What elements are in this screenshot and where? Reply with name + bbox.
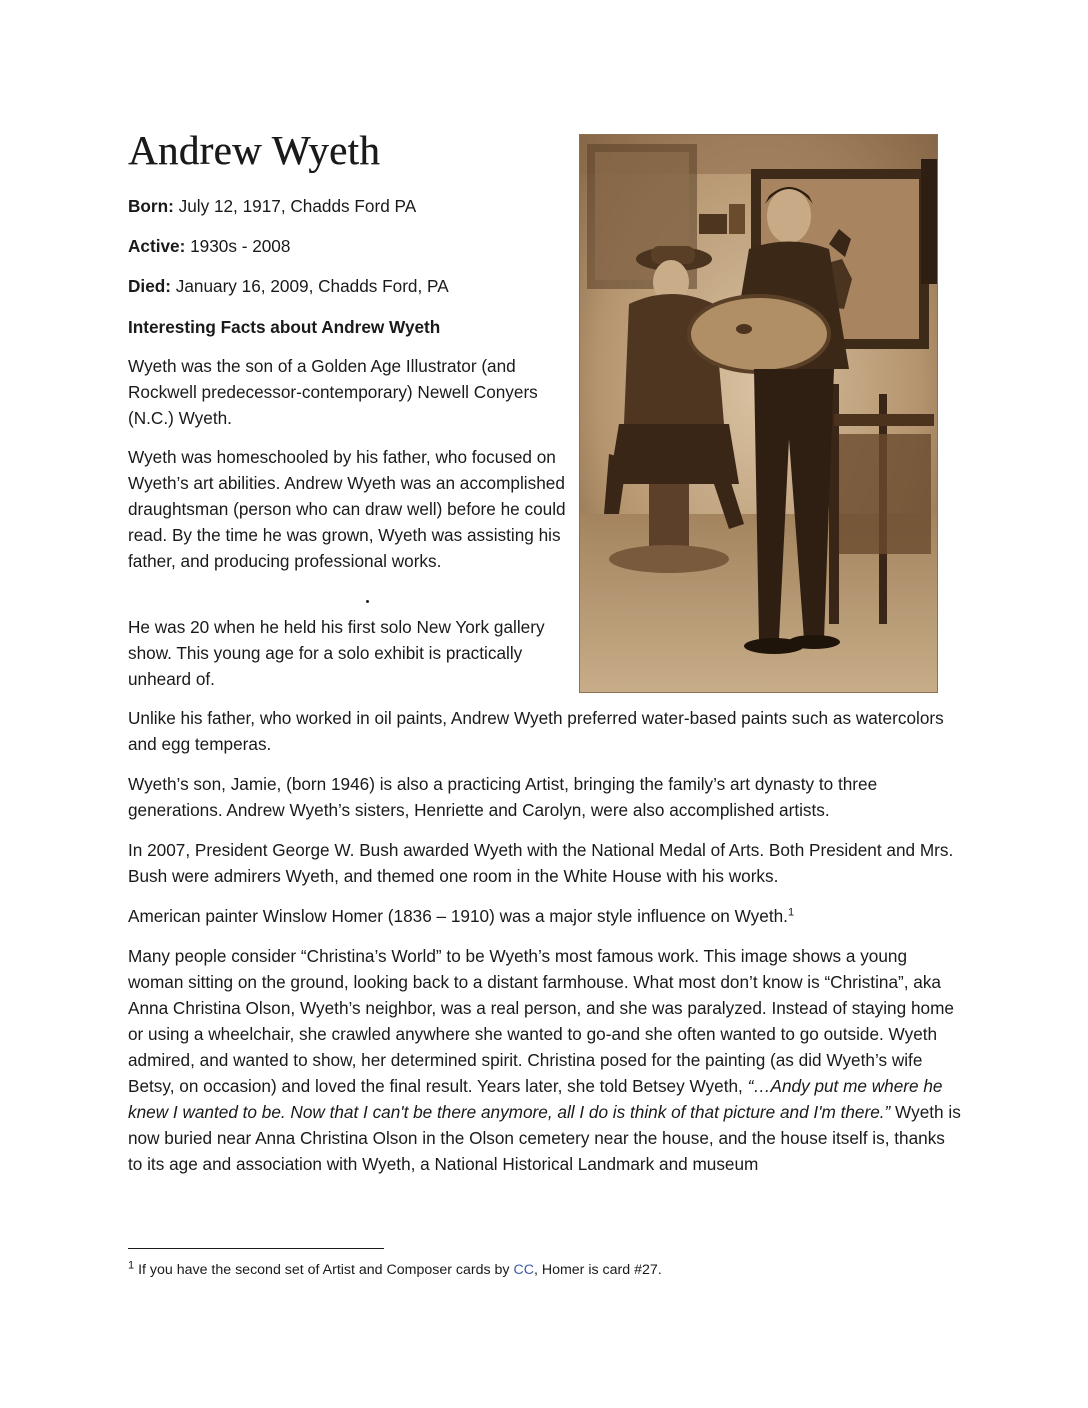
active-value: 1930s - 2008	[185, 236, 291, 256]
active-label: Active:	[128, 236, 186, 256]
christina-quote: “…Andy put me where he knew I wanted to be. Now that I can't be there anymore, all I do is think of that picture and I'm there.”	[128, 1076, 943, 1122]
paragraph-father: Wyeth was the son of a Golden Age Illustrator (and Rockwell predecessor-contemporary) Newell Conyers (N.C.) Wyeth.	[128, 356, 538, 428]
paragraph-homeschool: Wyeth was homeschooled by his father, who focused on Wyeth’s art abilities. Andrew Wyeth was an accomplished draughtsman (person who can draw well) before he could read. By the time he was grown, Wyeth was assisting his father, and producing professional works.	[128, 447, 566, 571]
page-title: Andrew Wyeth	[128, 127, 381, 173]
stray-dot	[366, 600, 369, 603]
footnote-divider	[128, 1248, 384, 1249]
andrew-wyeth-studio-photo	[579, 134, 938, 693]
facts-heading: Interesting Facts about Andrew Wyeth	[128, 317, 441, 337]
paragraph-water-based: Unlike his father, who worked in oil paints, Andrew Wyeth preferred water-based paints such as watercolors and egg temperas.	[128, 708, 944, 754]
paragraph-solo-show: He was 20 when he held his first solo New York gallery show. This young age for a solo exhibit is practically unheard of.	[128, 617, 545, 689]
paragraph-homer	[128, 903, 963, 929]
born-line	[128, 193, 566, 219]
christina-text-b: Wyeth is now buried near Anna Christina Olson in the Olson cemetery near the house, and the house itself is, thanks to its age and association with Wyeth, a National Historical Landmark and museum	[128, 1102, 961, 1174]
christina-text-a: Many people consider “Christina’s World” to be Wyeth’s most famous work. This image shows a young woman sitting on the ground, looking back to a distant farmhouse. What most don’t know is “Christina”, aka Anna Christina Olson, Wyeth’s neighbor, was a real person, and she was paralyzed. Instead of staying home or using a wheelchair, she crawled anywhere she wanted to go-and she often wanted to go outside. Wyeth admired, and wanted to show, her determined spirit. Christina posed for the painting (as did Wyeth’s wife Betsy, on occasion) and loved the final result. Years later, she told Betsey Wyeth,	[128, 946, 954, 1096]
born-label: Born:	[128, 196, 174, 216]
paragraph-homer-text: American painter Winslow Homer (1836 – 1910) was a major style influence on Wyeth.	[128, 906, 788, 926]
footnote	[128, 1260, 662, 1280]
footnote-text-b: , Homer is card #27.	[533, 1262, 662, 1278]
footnote-text-a: If you have the second set of Artist and Composer cards by	[134, 1262, 514, 1278]
born-value: July 12, 1917, Chadds Ford PA	[173, 196, 417, 216]
footnote-cc-link[interactable]: CC	[513, 1262, 534, 1278]
footnote-ref[interactable]: 1	[787, 906, 795, 919]
paragraph-christinas-world	[128, 943, 963, 1177]
footnote-number: 1	[128, 1259, 135, 1272]
died-line	[128, 273, 566, 299]
died-label: Died:	[128, 276, 171, 296]
paragraph-medal: In 2007, President George W. Bush awarded Wyeth with the National Medal of Arts. Both President and Mrs. Bush were admirers Wyeth, and themed one room in the White House with his works.	[128, 840, 954, 886]
died-value: January 16, 2009, Chadds Ford, PA	[170, 276, 449, 296]
paragraph-jamie: Wyeth’s son, Jamie, (born 1946) is also a practicing Artist, bringing the family’s art dynasty to three generations. Andrew Wyeth’s sisters, Henriette and Carolyn, were also accomplished artists.	[128, 774, 878, 820]
active-line	[128, 233, 566, 259]
